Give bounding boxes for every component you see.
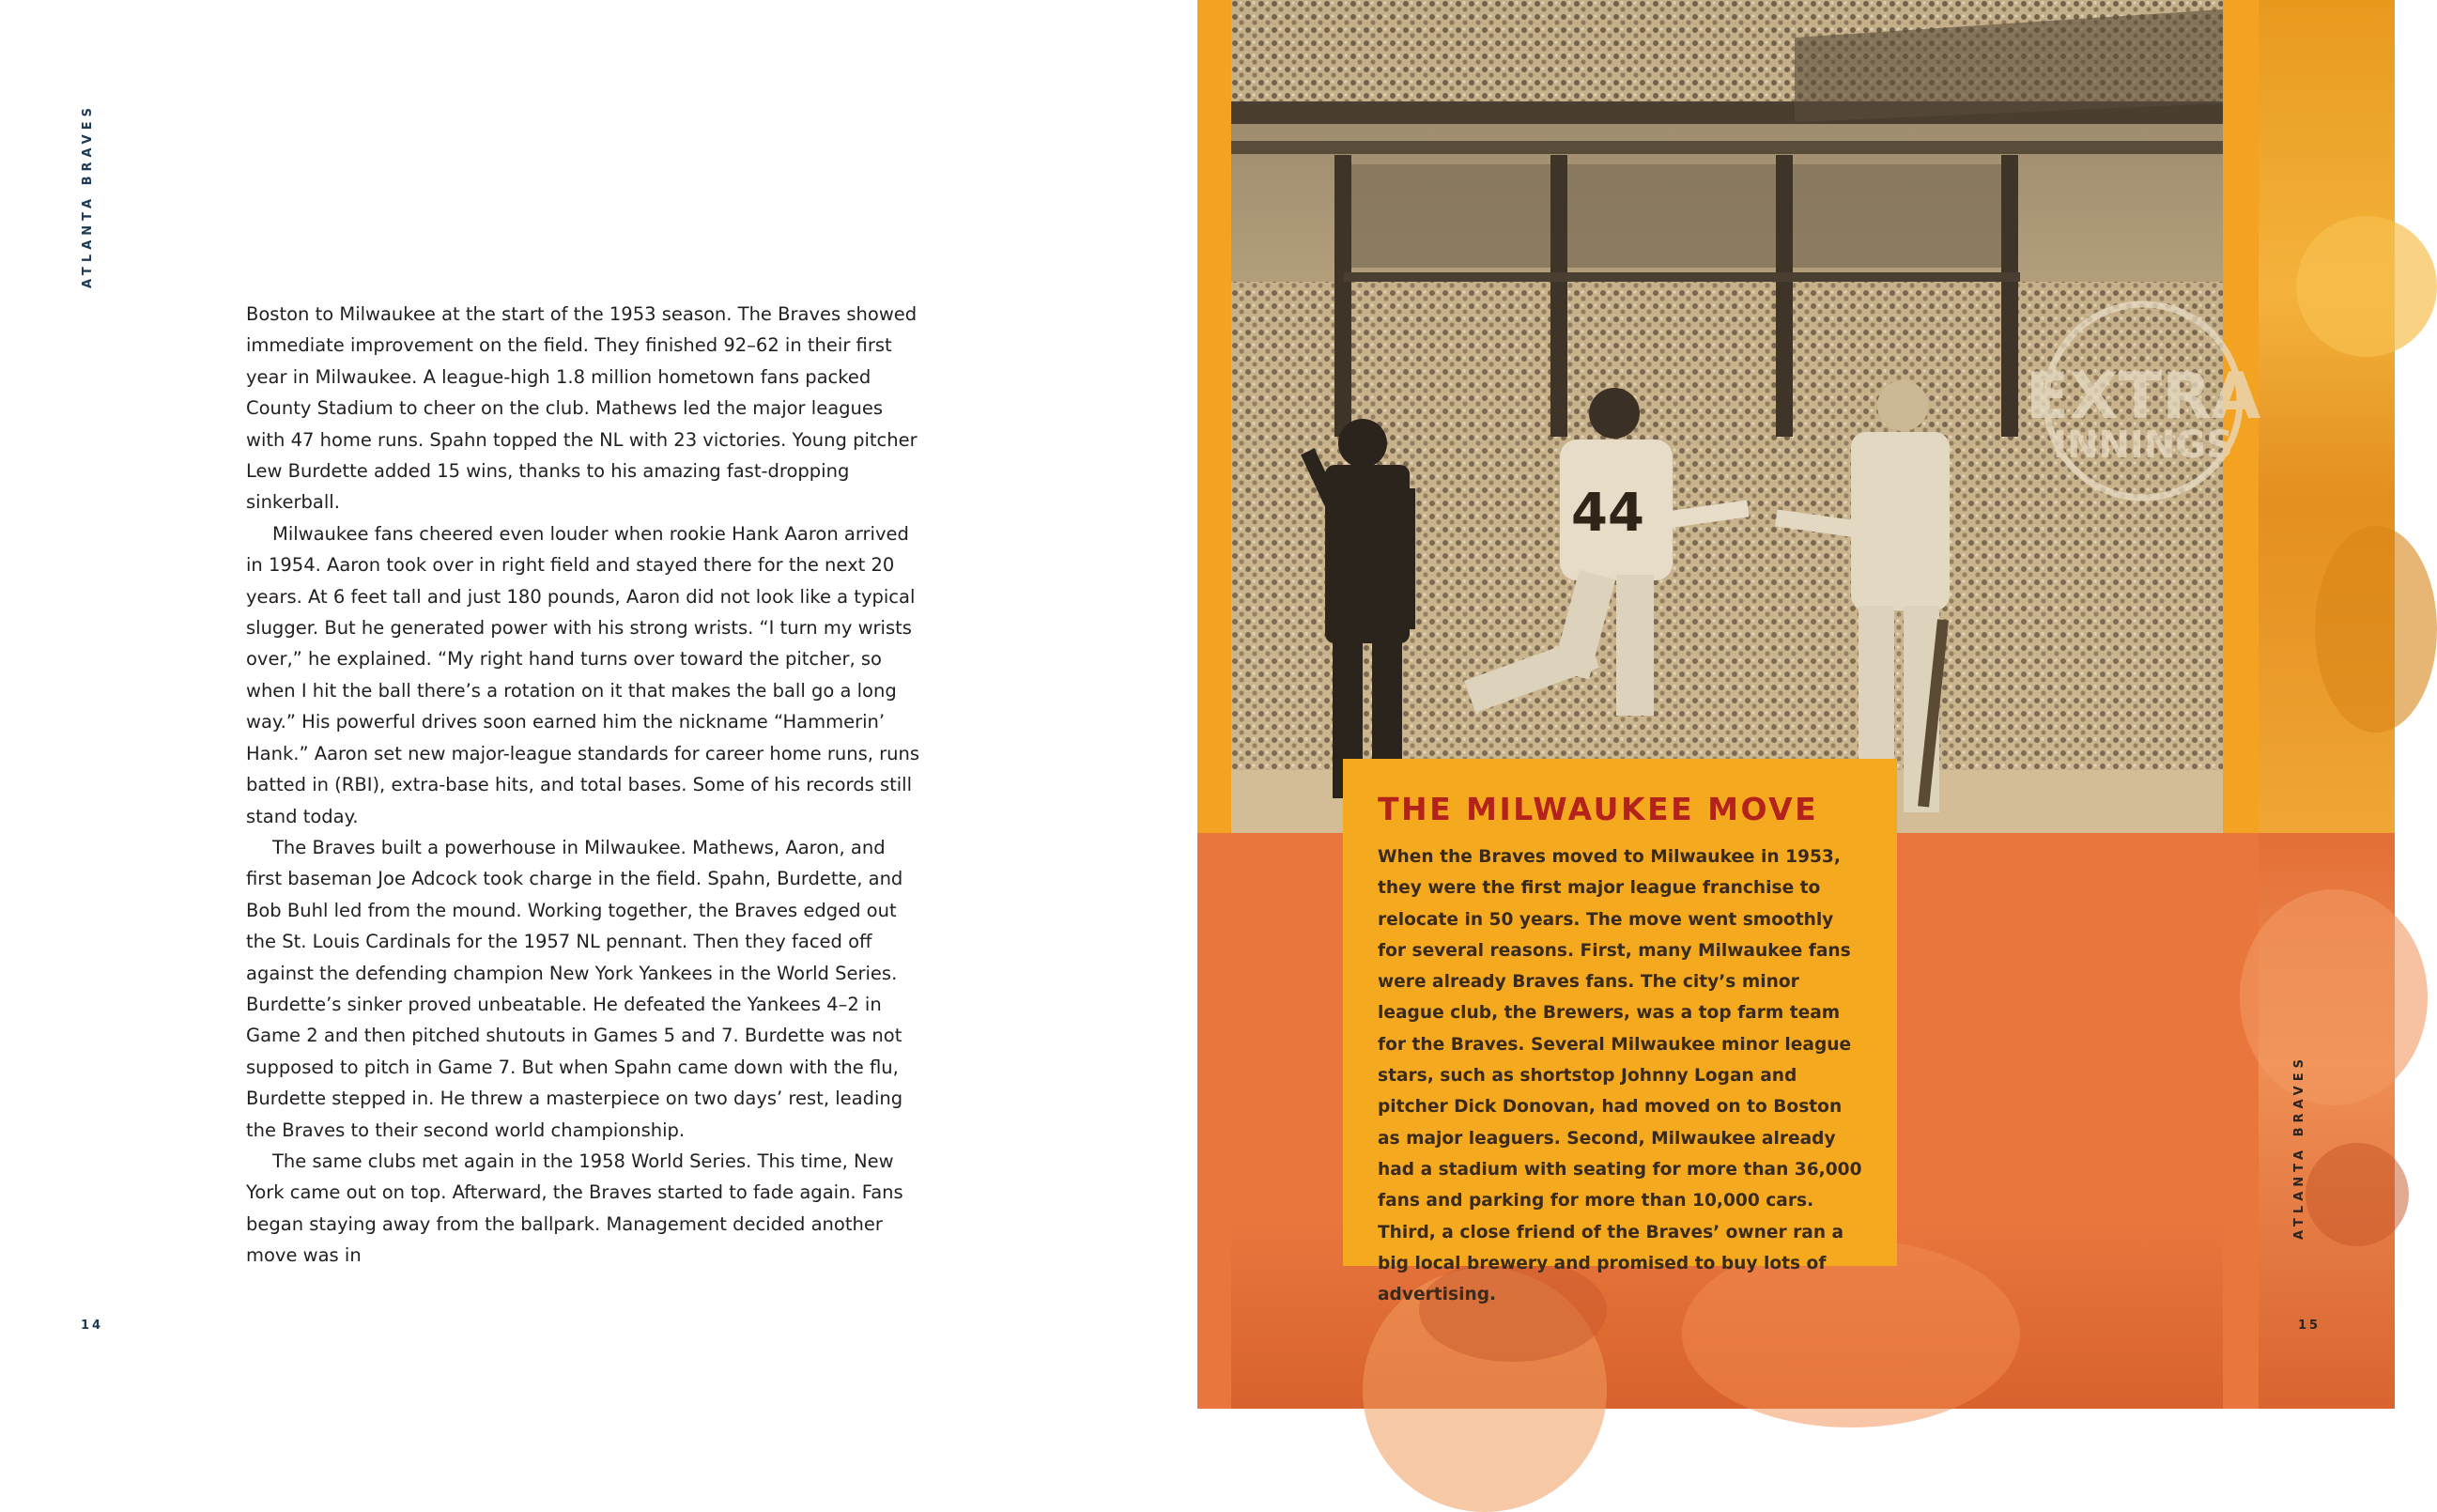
paragraph-2: Milwaukee fans cheered even louder when rookie Hank Aaron arrived in 1954. Aaron took over in right field and stayed there for the next 20 years. At 6 feet tall and just 180 pounds, Aaron did not look like a typical slugger. But he generated power with his strong wrists. “I turn my wrists over,” he explained. “My right hand turns over toward the pitcher, so when I hit the ball there’s a rotation on it that makes the ball go a long way.” His powerful drives soon earned him the nickname “Hammerin’ Hank.” Aaron set new major-league standards for career home runs, runs batted in (RBI), extra-base hits, and total bases. Some of his records still stand today.	[246, 522, 920, 827]
side-photo-strip-top	[2259, 0, 2395, 833]
right-page	[1197, 0, 2395, 1409]
side-photo-strip-bottom	[2259, 833, 2395, 1409]
paragraph-1: Boston to Milwaukee at the start of the 1953 season. The Braves showed immediate improvement on the field. They finished 92–62 in their first year in Milwaukee. A league-high 1.8 million hometown fans packed County Stadium to cheer on the club. Mathews led the major leagues with 47 home runs. Spahn topped the NL with 23 victories. Young pitcher Lew Burdette added 15 wins, thanks to his amazing fast-dropping sinkerball.	[246, 303, 918, 514]
jersey-number: 44	[1571, 483, 1644, 544]
running-head-right: ATLANTA BRAVES	[2292, 1055, 2306, 1240]
stamp-line-2: INNINGS	[2053, 424, 2233, 467]
page-number-left: 14	[81, 1319, 104, 1333]
running-head-left: ATLANTA BRAVES	[81, 103, 95, 288]
sidebar-body: When the Braves moved to Milwaukee in 1953, they were the first major league franchise to relocate in 50 years. The move went smoothly for several reasons. First, many Milwaukee fans were already Braves fans. The city’s minor league club, the Brewers, was a top farm team for the Braves. Several Milwaukee minor league stars, such as shortstop Johnny Logan and pitcher Dick Donovan, had moved on to Boston as major leaguers. Second, Milwaukee already had a stadium with seating for more than 36,000 fans and parking for more than 10,000 cars. Third, a close friend of the Braves’ owner ran a big local brewery and promised to buy lots of advertising.	[1378, 847, 1862, 1305]
body-text	[246, 299, 922, 1272]
sidebar-box	[1343, 759, 1897, 1305]
sidebar-title: THE MILWAUKEE MOVE	[1378, 791, 1819, 827]
left-page	[0, 0, 1197, 1409]
paragraph-4: The same clubs met again in the 1958 World Series. This time, New York came out on top. Afterward, the Braves started to fade again. Fans began staying away from the ballpark. Management decided another move was in	[246, 1149, 903, 1267]
paragraph-3: The Braves built a powerhouse in Milwaukee. Mathews, Aaron, and first baseman Joe Adcock took charge in the field. Spahn, Burdette, and Bob Buhl led from the mound. Working together, the Braves edged out the St. Louis Cardinals for the 1957 NL pennant. Then they faced off against the defending champion New York Yankees in the World Series. Burdette’s sinker proved unbeatable. He defeated the Yankees 4–2 in Game 2 and then pitched shutouts in Games 5 and 7. Burdette was not supposed to pitch in Game 7. But when Spahn came down with the flu, Burdette stepped in. He threw a masterpiece on two days’ rest, leading the Braves to their second world championship.	[246, 836, 903, 1141]
photo-illustration	[1231, 0, 2261, 833]
page-number-right: 15	[2298, 1319, 2321, 1333]
ballpark-photo	[1231, 0, 2261, 833]
stamp-line-1: EXTRA	[2025, 360, 2261, 434]
